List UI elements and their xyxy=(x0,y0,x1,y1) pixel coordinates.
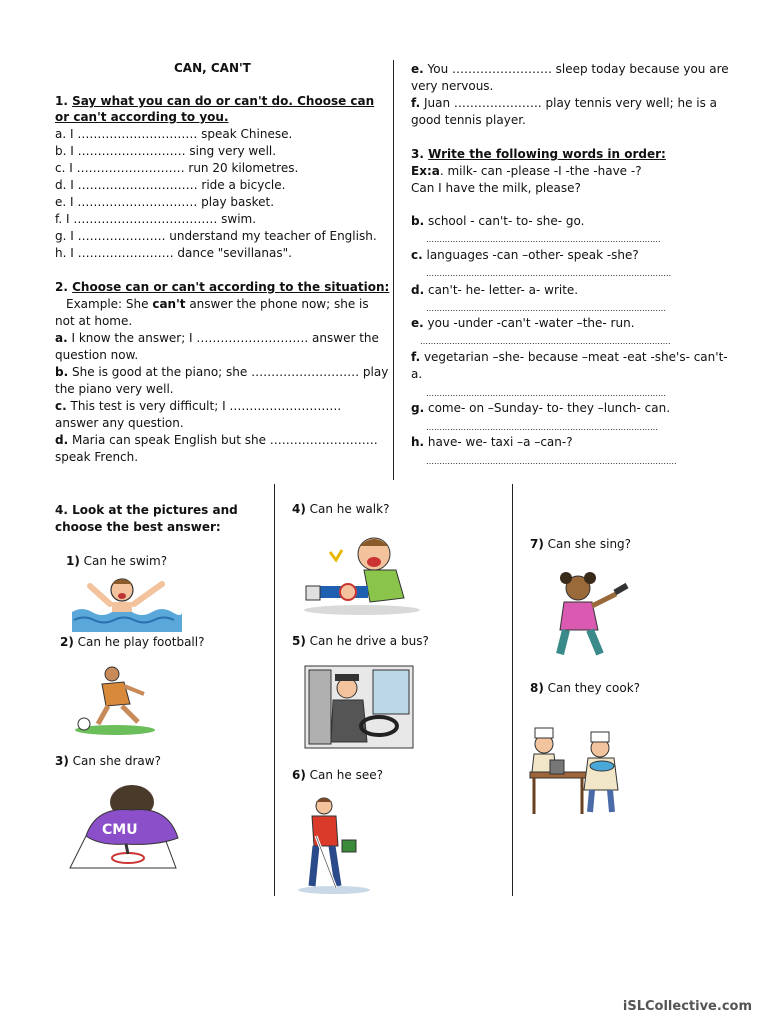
s2-item-f-cont: good tennis player. xyxy=(411,113,526,127)
s3-item-f: f. vegetarian –she- because –meat -eat -she's- can't- xyxy=(411,350,728,364)
s3-example-answer: Can I have the milk, please? xyxy=(411,181,581,195)
s1-item-d: d. I ………………………… ride a bicycle. xyxy=(55,178,286,192)
column-divider-top xyxy=(393,60,394,480)
football-boy-image xyxy=(72,664,158,736)
s2-item-d-cont: speak French. xyxy=(55,450,139,464)
question-7: 7) Can she sing? xyxy=(530,537,632,551)
swimming-boy-image xyxy=(70,572,182,632)
s2-item-b: b. She is good at the piano; she ……………………… play xyxy=(55,365,389,379)
s1-item-g: g. I …………………. understand my teacher of English. xyxy=(55,229,377,243)
s3-item-d: d. can't- he- letter- a- write. xyxy=(411,283,579,297)
question-2: 2) Can he play football? xyxy=(60,635,205,649)
s3-item-f-cont: a. xyxy=(411,367,423,381)
cooking-children-image xyxy=(526,726,628,818)
s2-example: Example: She can't answer the phone now; she is xyxy=(66,297,369,311)
s3-item-c: c. languages -can –other- speak -she? xyxy=(411,248,639,262)
s3-blank-e[interactable]: …………………………………………………………………………………. xyxy=(420,337,671,346)
s3-blank-g[interactable]: …………………………………………………………………………… xyxy=(426,423,658,432)
bus-driver-image xyxy=(303,664,415,750)
s2-item-c-cont: answer any question. xyxy=(55,416,184,430)
s1-item-a: a. I ………………………… speak Chinese. xyxy=(55,127,293,141)
svg-text:CMU: CMU xyxy=(102,822,138,838)
injured-boy-image xyxy=(300,532,424,616)
site-watermark: iSLCollective.com xyxy=(622,999,752,1014)
singing-girl-image xyxy=(542,570,642,660)
question-8: 8) Can they cook? xyxy=(530,681,641,695)
s3-example: Ex:a. milk- can -please -I -the -have -? xyxy=(411,164,642,178)
section-1-heading: 1. Say what you can do or can't do. Choose can xyxy=(55,94,375,108)
s3-blank-c[interactable]: ……………………………………………………………………………….. xyxy=(426,269,672,278)
section-4-heading: 4. Look at the pictures and xyxy=(55,503,238,517)
s2-item-a: a. I know the answer; I ………………………. answer the xyxy=(55,331,379,345)
s1-item-h: h. I …………………… dance "sevillanas". xyxy=(55,246,292,260)
question-5: 5) Can he drive a bus? xyxy=(292,634,429,648)
question-1: 1) Can he swim? xyxy=(66,554,168,568)
section-4-heading-cont: choose the best answer: xyxy=(55,520,221,534)
question-6: 6) Can he see? xyxy=(292,768,383,782)
s3-blank-h[interactable]: …………………………………………………………………………………. xyxy=(426,457,677,466)
s2-item-a-cont: question now. xyxy=(55,348,139,362)
page-title: CAN, CAN'T xyxy=(174,61,251,75)
question-4: 4) Can he walk? xyxy=(292,502,390,516)
column-divider-right xyxy=(512,484,513,896)
column-divider-left xyxy=(274,484,275,896)
s2-item-c: c. This test is very difficult; I ………………………. xyxy=(55,399,342,413)
blind-man-image xyxy=(294,796,378,896)
s1-item-e: e. I ………………………… play basket. xyxy=(55,195,275,209)
s3-blank-d[interactable]: ……………………………………………………………………………… xyxy=(426,304,666,313)
section-2-heading: 2. Choose can or can't according to the situation: xyxy=(55,280,390,294)
question-3: 3) Can she draw? xyxy=(55,754,161,768)
s1-item-c: c. I ……………………… run 20 kilometres. xyxy=(55,161,299,175)
s3-item-b: b. school - can't- to- she- go. xyxy=(411,214,585,228)
s3-item-e: e. you -under -can't -water –the- run. xyxy=(411,316,635,330)
s2-example-cont: not at home. xyxy=(55,314,133,328)
s1-item-f: f. I ……………………………… swim. xyxy=(55,212,257,226)
s3-blank-b[interactable]: ……………………………………………………………………………. xyxy=(426,235,661,244)
s2-item-e: e. You ……………………. sleep today because you are xyxy=(411,62,729,76)
s2-item-b-cont: the piano very well. xyxy=(55,382,174,396)
s1-item-b: b. I ……………………… sing very well. xyxy=(55,144,277,158)
s2-item-f: f. Juan …………………. play tennis very well; he is a xyxy=(411,96,718,110)
s3-blank-f[interactable]: ……………………………………………………………………………… xyxy=(426,389,666,398)
drawing-girl-image xyxy=(66,784,186,872)
section-1-heading-cont: or can't according to you. xyxy=(55,110,229,124)
s2-item-d: d. Maria can speak English but she ……………………… xyxy=(55,433,378,447)
section-3-heading: 3. Write the following words in order: xyxy=(411,147,666,161)
s3-item-h: h. have- we- taxi –a –can-? xyxy=(411,435,573,449)
s2-item-e-cont: very nervous. xyxy=(411,79,494,93)
s3-item-g: g. come- on –Sunday- to- they –lunch- can. xyxy=(411,401,671,415)
